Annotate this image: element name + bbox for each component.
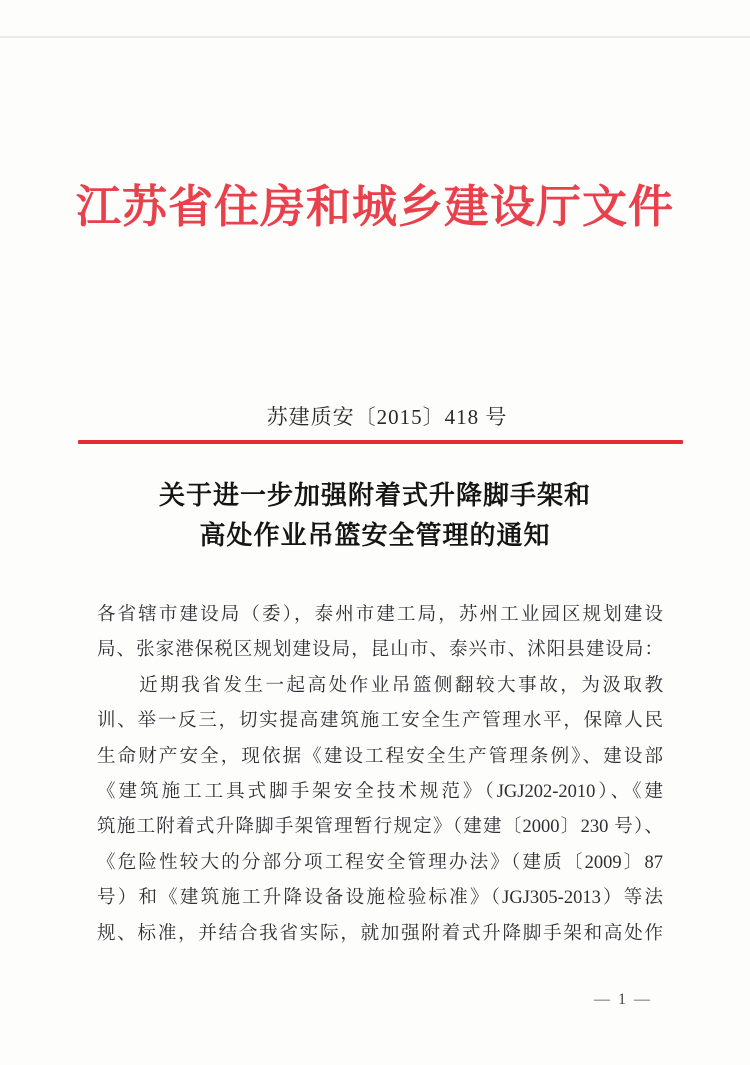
body-line: 近期我省发生一起高处作业吊篮侧翻较大事故，为汲取教: [97, 675, 663, 696]
body-line: 《建筑施工工具式脚手架安全技术规范》（JGJ202-2010）、《建: [97, 781, 663, 802]
body-line: 生命财产安全，现依据《建设工程安全生产管理条例》、建设部: [97, 746, 663, 767]
body-line: 局、张家港保税区规划建设局，昆山市、泰兴市、沭阳县建设局：: [97, 640, 663, 661]
agency-banner-title: 江苏省住房和城乡建设厅文件: [75, 182, 674, 232]
body-line: 规、标准，并结合我省实际，就加强附着式升降脚手架和高处作: [97, 923, 663, 944]
body-text: [97, 598, 663, 952]
notice-title-line-1: 关于进一步加强附着式升降脚手架和: [158, 481, 591, 510]
page-number: — 1 —: [594, 991, 652, 1008]
body-line: 各省辖市建设局（委），泰州市建工局，苏州工业园区规划建设: [97, 605, 663, 625]
scan-artifact-line: [0, 36, 750, 38]
body-line: 《危险性较大的分部分项工程安全管理办法》（建质〔2009〕87: [97, 852, 663, 873]
notice-title-line-2: 高处作业吊篮安全管理的通知: [199, 521, 551, 550]
body-line: 筑施工附着式升降脚手架管理暂行规定》（建建〔2000〕230 号）、: [97, 817, 663, 838]
body-line: 号）和《建筑施工升降设备设施检验标准》（JGJ305-2013）等法: [97, 888, 663, 909]
document-number: 苏建质安〔2015〕418 号: [266, 405, 508, 429]
body-line: 训、举一反三，切实提高建筑施工安全生产管理水平，保障人民: [97, 711, 663, 732]
notice-title: [0, 476, 750, 556]
red-divider-rule: [78, 440, 683, 444]
